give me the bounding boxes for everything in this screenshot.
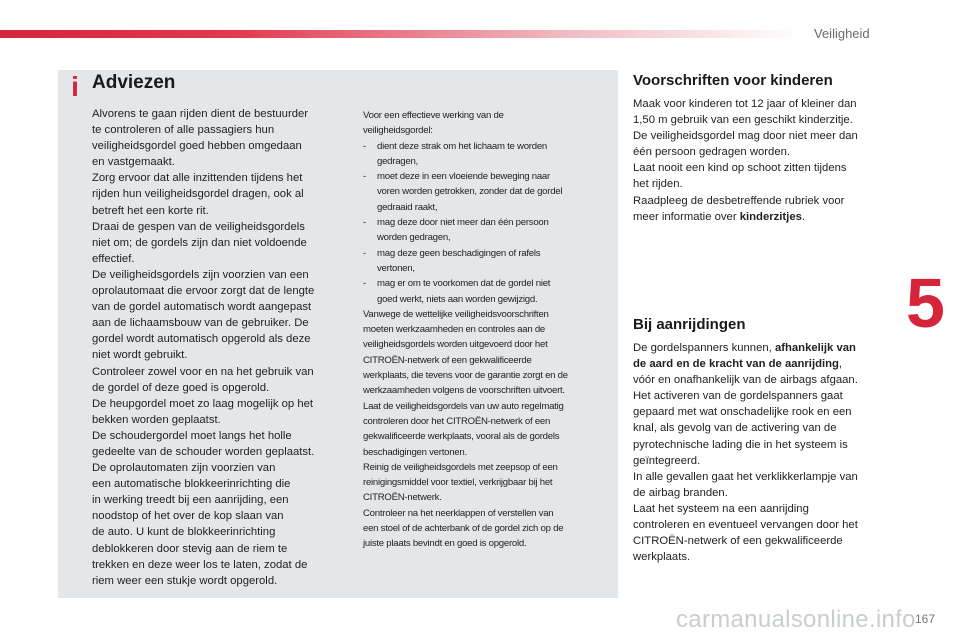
text-line: beschadigingen vertonen. [363, 446, 467, 458]
advice-title: Adviezen [92, 72, 176, 93]
text-line: Laat het systeem na een aanrijding [633, 502, 809, 515]
text-line: de gordel of deze goed is opgerold. [92, 381, 270, 394]
accidents-heading: Bij aanrijdingen [633, 316, 746, 333]
text-line: Controleer na het neerklappen of verstellen van [363, 507, 554, 519]
text-line: Laat de veiligheidsgordels van uw auto regelmatig [363, 400, 564, 412]
text-line: rijden hun veiligheidsgordel dragen, ook al [92, 188, 304, 201]
text-line: Vanwege de wettelijke veiligheidsvoorschriften [363, 308, 549, 320]
text-line: De veiligheidsgordels zijn voorzien van een [92, 268, 309, 281]
text-line: De heupgordel moet zo laag mogelijk op het [92, 397, 314, 410]
top-accent-bar [0, 30, 800, 38]
text-line: oprolautomaat die ervoor zorgt dat de lengte [92, 285, 315, 298]
text-line: 1,50 m gebruik van een geschikt kinderzitje. [633, 114, 853, 127]
text-line: te controleren of alle passagiers hun [92, 124, 275, 137]
watermark: carmanualsonline.info [676, 606, 916, 633]
text-line: de airbag branden. [633, 486, 728, 499]
text-line: in werking treedt bij een aanrijding, een [92, 494, 289, 507]
text-line: vertonen, [377, 262, 415, 274]
text-line: van de gordel automatisch wordt aangepast [92, 301, 312, 314]
advice-column-left [92, 106, 344, 589]
text-line: controleren door het CITROËN-netwerk of een [363, 415, 551, 427]
text-line: moet deze in een vloeiende beweging naar [377, 171, 550, 183]
text-line: CITROËN-netwerk of een gekwalificeerde [363, 354, 532, 366]
chapter-number: 5 [906, 264, 945, 342]
text-line: het rijden. [633, 178, 683, 191]
text-line: betreft het een korte rit. [92, 204, 209, 217]
text-line: een stoel of de achterbank of de gordel zich op de [363, 523, 564, 535]
text-line: CITROËN-netwerk. [363, 492, 442, 504]
text-line: In alle gevallen gaat het verklikkerlampje van [633, 470, 858, 483]
text-line: aan de lichaamsbouw van de gebruiker. De [92, 317, 309, 330]
bullet-dash: - [363, 247, 366, 259]
text-line: goed werkt, niets aan worden gewijzigd. [377, 293, 538, 305]
text-span: , [838, 358, 843, 371]
children-heading: Voorschriften voor kinderen [633, 72, 833, 89]
text-line [633, 209, 883, 225]
bullet-item [363, 276, 609, 307]
text-line: geïntegreerd. [633, 454, 701, 467]
text-line: dient deze strak om het lichaam te worden [377, 140, 547, 152]
text-line: worden gedragen, [377, 232, 451, 244]
text-line: knal, als gevolg van de activering van de [633, 422, 837, 435]
text-line: gekwalificeerde werkplaats, vooral als de gordels [363, 431, 560, 443]
text-line: Voor een effectieve werking van de [363, 110, 504, 121]
text-line: één persoon gedragen worden. [633, 146, 791, 159]
text-line: De schoudergordel moet langs het holle [92, 429, 292, 442]
text-line: werkplaats, die tevens voor de garantie zorgt en de [363, 370, 568, 382]
text-line: niet om; de gordels zijn dan niet voldoende [92, 236, 307, 249]
text-line: riem weer een stukje wordt opgerold. [92, 574, 278, 587]
children-paragraph [633, 96, 883, 225]
keyword-child-seats: kinderzitjes [739, 210, 802, 223]
text-line: Alvorens te gaan rijden dient de bestuurder [92, 108, 309, 120]
text-line: CITROËN-netwerk of een gekwalificeerde [633, 535, 843, 548]
text-line: voren worden getrokken, zonder dat de gordel [377, 186, 563, 198]
section-label: Veiligheid [814, 26, 870, 41]
text-line: trekken en deze weer los te laten, zodat de [92, 558, 308, 571]
page-number: 167 [915, 612, 936, 626]
text-line: een automatische blokkeerinrichting die [92, 478, 291, 491]
text-line: moeten werkzaamheden en controles aan de [363, 324, 545, 336]
bullet-item [363, 139, 609, 170]
text-line: en vastgemaakt. [92, 156, 175, 169]
text-line: werkzaamheden volgens de voorschriften uitvoert. [363, 385, 565, 397]
bullet-dash: - [363, 171, 366, 183]
bullet-item [363, 246, 609, 277]
text-line: veiligheidsgordels worden uitgevoerd door het [363, 339, 548, 351]
text-line: gedraaid raakt, [377, 201, 438, 213]
bullet-item [363, 215, 609, 246]
text-line: Het activeren van de gordelspanners gaat [633, 390, 843, 403]
text-line: deblokkeren door stevig aan de riem te [92, 542, 288, 555]
text-line: veiligheidsgordel goed hebben omgedaan [92, 140, 302, 153]
text-line: mag deze geen beschadigingen of rafels [377, 247, 541, 259]
bullet-dash: - [363, 140, 366, 152]
info-icon: i [71, 71, 79, 102]
text-line: juiste plaats bevindt en goed is opgerold. [363, 538, 527, 550]
text-line: Maak voor kinderen tot 12 jaar of kleiner dan [633, 98, 857, 110]
text-line: niet wordt gebruikt. [92, 349, 188, 362]
accidents-paragraph [633, 340, 883, 565]
text-line: veiligheidsgordel: [363, 125, 433, 137]
text-line: Raadpleeg de desbetreffende rubriek voor [633, 194, 845, 207]
text-span: De gordelspanners kunnen, [633, 342, 775, 354]
text-line: mag deze door niet meer dan één persoon [377, 217, 549, 229]
bullet-item [363, 169, 609, 215]
text-line: gedeelte van de schouder worden geplaatst. [92, 445, 315, 458]
text-line: Reinig de veiligheidsgordels met zeepsop of een [363, 461, 558, 473]
bullet-dash: - [363, 217, 366, 229]
text-line: gedragen, [377, 155, 418, 167]
text-line [633, 340, 883, 356]
text-line: controleren en eventueel vervangen door het [633, 519, 858, 532]
text-line: De veiligheidsgordel mag door niet meer dan [633, 130, 858, 143]
text-line [633, 356, 883, 372]
text-line: gordel wordt automatisch opgerold als deze [92, 333, 311, 346]
bullet-dash: - [363, 278, 366, 290]
text-line: Laat nooit een kind op schoot zitten tijdens [633, 162, 847, 175]
text-line: bekken worden geplaatst. [92, 413, 221, 426]
text-line: de auto. U kunt de blokkeerinrichting [92, 526, 276, 539]
text-line: Draai de gespen van de veiligheidsgordels [92, 220, 305, 233]
text-line: noodstop of het over de kop slaan van [92, 510, 284, 523]
text-line: effectief. [92, 252, 135, 265]
text-line: Controleer zowel voor en na het gebruik van [92, 365, 314, 378]
text-line: mag er om te voorkomen dat de gordel niet [377, 278, 551, 290]
bold-span: afhankelijk van [774, 342, 856, 354]
advice-column-right [363, 108, 609, 552]
text-line: pyrotechnische lading die in het systeem is [633, 438, 848, 451]
text-line: De oprolautomaten zijn voorzien van [92, 462, 276, 475]
text-line: werkplaats. [633, 551, 691, 564]
text-span: meer informatie over [633, 210, 740, 223]
bold-span: de aard en de kracht van de aanrijding [633, 358, 839, 371]
text-line: Zorg ervoor dat alle inzittenden tijdens het [92, 172, 303, 185]
text-line: reinigingsmiddel voor textiel, verkrijgbaar bij het [363, 477, 553, 489]
text-line: gepaard met wat onschadelijke rook en een [633, 406, 852, 419]
text-line: vóór en onafhankelijk van de airbags afgaan. [633, 374, 858, 387]
text-span: . [801, 210, 806, 223]
